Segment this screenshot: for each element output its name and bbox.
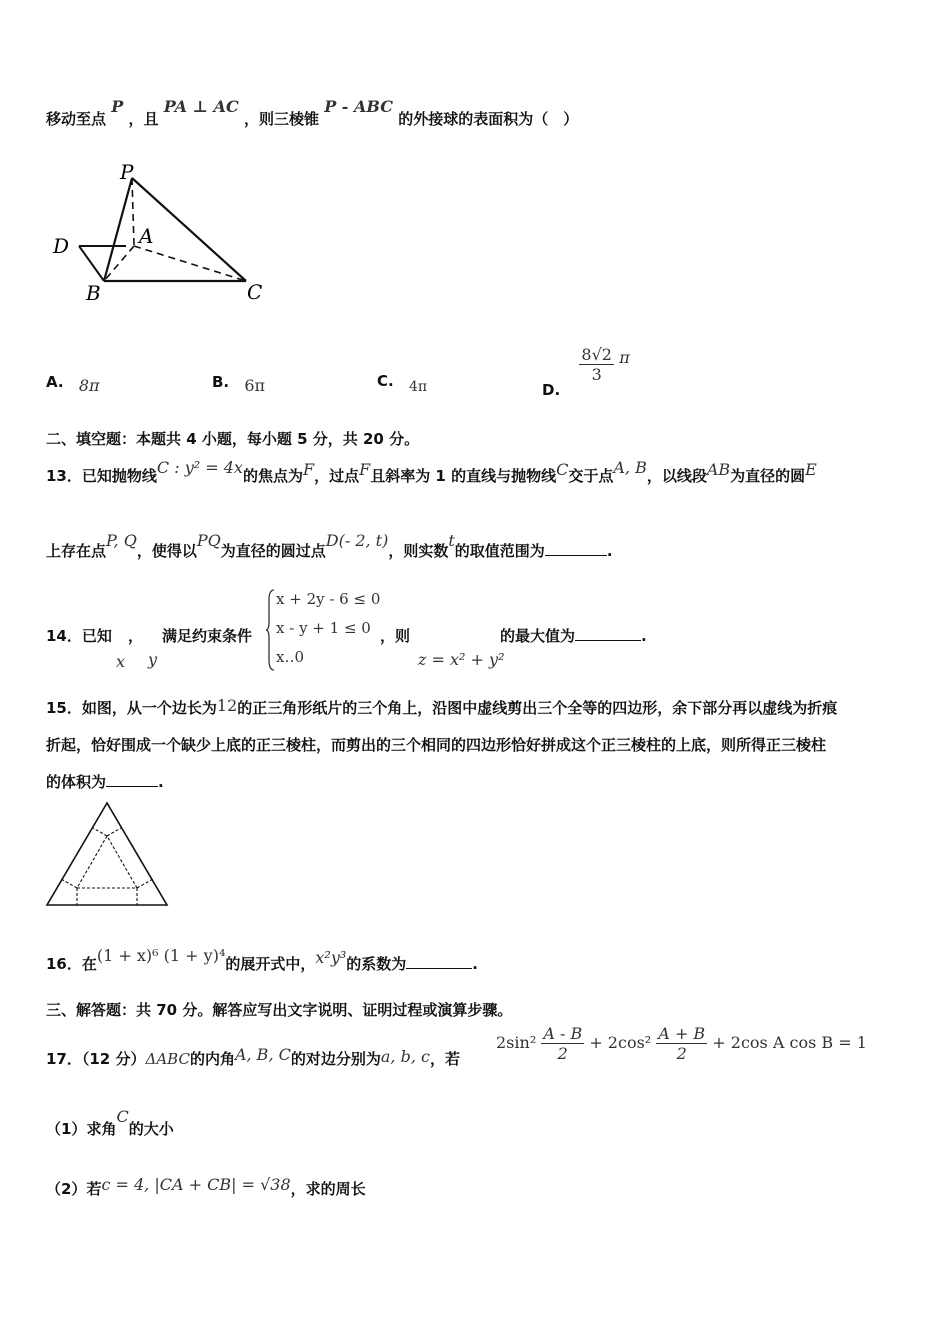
option-value: 6π xyxy=(244,376,266,395)
figure-label-p: P xyxy=(120,160,134,184)
q14-number: 14． xyxy=(46,627,82,645)
q13-answer-blank[interactable] xyxy=(545,541,607,556)
fraction-denominator: 2 xyxy=(676,1044,687,1063)
q13-math-d-point: D(- 2, t) xyxy=(325,531,389,550)
part-label: （2） xyxy=(46,1180,87,1198)
fraction-denominator: 3 xyxy=(591,365,602,384)
option-value: 8π xyxy=(78,376,100,395)
q17-number: 17． xyxy=(46,1050,82,1068)
q17-math-angles: A, B, C xyxy=(234,1045,291,1064)
q13-text: ，则实数 xyxy=(388,542,449,560)
eq-fraction-2 xyxy=(656,1024,707,1063)
q14-math-z: z = x² + y² xyxy=(418,650,505,669)
q13-math-parabola: C : y² = 4x xyxy=(156,458,243,477)
q17-part2 xyxy=(46,1175,366,1199)
q13-math-e: E xyxy=(805,460,817,479)
q13-text: 交于点 xyxy=(568,467,614,485)
q14-math-y: y xyxy=(148,650,158,669)
q17-equation xyxy=(496,1024,867,1063)
q13-text: 为直径的圆 xyxy=(730,467,806,485)
q13-math-pq-points: P, Q xyxy=(106,531,137,550)
q13-math-t: t xyxy=(448,531,455,550)
fraction-numerator: A + B xyxy=(658,1024,706,1043)
q17-math-sides: a, b, c xyxy=(380,1047,430,1066)
q12-math-pyramid: P - ABC xyxy=(324,97,393,116)
q14-text-then: ，则 xyxy=(380,627,411,645)
q13-math-ab-points: A, B xyxy=(613,458,647,477)
fraction-numerator: A - B xyxy=(543,1024,583,1043)
q14-text: 已知 xyxy=(81,627,112,645)
q16-math-term: x²y³ xyxy=(315,948,347,967)
q13-text: ，过点 xyxy=(314,467,360,485)
q15-end: . xyxy=(158,773,164,791)
q12-option-b[interactable] xyxy=(212,372,266,395)
q13-text: ，使得以 xyxy=(136,542,197,560)
q16-text: 的系数为 xyxy=(346,955,407,973)
q14-brace xyxy=(266,588,276,672)
q15-line2: 折起，恰好围成一个缺少上底的正三棱柱，而剪出的三个相同的四边形恰好拼成这个正三棱柱的上底，则所得正三棱柱 xyxy=(46,736,827,754)
q13-math-f: F xyxy=(302,460,315,479)
part-text: 的大小 xyxy=(128,1120,174,1138)
q14-math-x: x xyxy=(116,652,126,671)
q13-text: 上存在点 xyxy=(46,542,107,560)
q17-text: 的内角 xyxy=(189,1050,235,1068)
q13-text: 且斜率为 1 的直线与抛物线 xyxy=(370,467,557,485)
q14-line xyxy=(46,625,112,646)
fraction-numerator: 8√2 xyxy=(581,345,612,364)
figure-label-a: A xyxy=(139,224,154,248)
q12-option-c[interactable] xyxy=(377,372,428,395)
q17-text: ，若 xyxy=(429,1050,460,1068)
q14-answer-blank[interactable] xyxy=(575,626,641,641)
q12-text-2: ，且 xyxy=(128,110,159,128)
q17-part1 xyxy=(46,1107,174,1139)
q14-tail xyxy=(500,625,647,646)
q13-end: . xyxy=(606,542,613,560)
q12-option-d[interactable] xyxy=(542,345,630,399)
option-label: A. xyxy=(46,373,64,391)
q13-text: 为直径的圆过点 xyxy=(220,542,326,560)
q17-stem xyxy=(46,1045,460,1069)
q15-answer-blank[interactable] xyxy=(106,772,158,787)
q15-line1 xyxy=(46,697,837,718)
q17-text: 的对边分别为 xyxy=(290,1050,381,1068)
figure-label-b: B xyxy=(86,281,101,305)
q12-math-p: P xyxy=(111,97,124,116)
q14-end: . xyxy=(641,627,647,645)
q12-option-a[interactable] xyxy=(46,372,100,395)
q15-text: 15．如图，从一个边长为 xyxy=(46,699,217,717)
q14-constraint-2: x - y + 1 ≤ 0 xyxy=(276,619,371,637)
q13-line2 xyxy=(46,531,613,561)
eq-fraction-1 xyxy=(541,1024,584,1063)
eq-part: + 2cos² xyxy=(589,1033,652,1052)
part-label: （1） xyxy=(46,1120,87,1138)
q13-math-c: C xyxy=(556,460,569,479)
q16-line xyxy=(46,946,478,974)
q16-text: 的展开式中， xyxy=(225,955,316,973)
q13-text: 已知抛物线 xyxy=(81,467,157,485)
q14-text-constraint: 满足约束条件 xyxy=(162,627,253,645)
q13-text: ，以线段 xyxy=(646,467,707,485)
part-text: 若 xyxy=(86,1180,102,1198)
q14-comma: ， xyxy=(128,627,144,645)
q12-math-pa-perp-ac: PA ⊥ AC xyxy=(163,97,239,116)
q13-line1 xyxy=(46,458,817,486)
q13-text: 的焦点为 xyxy=(242,467,303,485)
q17-math-triangle: ΔABC xyxy=(145,1050,190,1068)
q15-text: 的正三角形纸片的三个角上，沿图中虚线剪出三个全等的四边形，余下部分再以虚线为折痕 xyxy=(237,699,838,717)
q16-text: 在 xyxy=(81,955,97,973)
q14-constraint-3: x‥0 xyxy=(276,648,305,666)
q12-text-1: 移动至点 xyxy=(46,110,107,128)
q12-stem xyxy=(46,97,579,129)
part-text: ，求的周长 xyxy=(290,1180,366,1198)
option-label: C. xyxy=(377,372,394,390)
figure-label-c: C xyxy=(247,280,263,304)
q15-triangle-figure xyxy=(44,798,172,910)
q15-math-12: 12 xyxy=(216,696,238,715)
part-text: 求角 xyxy=(86,1120,117,1138)
q14-constraint-1: x + 2y - 6 ≤ 0 xyxy=(276,590,381,608)
q17-score: （12 分） xyxy=(81,1050,146,1068)
q13-math-pq: PQ xyxy=(196,531,221,550)
q16-end: . xyxy=(472,955,478,973)
option-value: 4π xyxy=(408,379,428,395)
section3-heading: 三、解答题：共 70 分。解答应写出文字说明、证明过程或演算步骤。 xyxy=(46,1001,513,1019)
q15-text: 的体积为 xyxy=(46,773,107,791)
fraction-denominator: 2 xyxy=(557,1044,568,1063)
option-label: B. xyxy=(212,373,230,391)
section2-heading: 二、填空题：本题共 4 小题，每小题 5 分，共 20 分。 xyxy=(46,430,420,448)
q17-math-c: C xyxy=(116,1107,129,1126)
q12-text-3: ，则三棱锥 xyxy=(243,110,319,128)
q16-math-expression: (1 + x)⁶ (1 + y)⁴ xyxy=(96,946,226,965)
q16-number: 16． xyxy=(46,955,82,973)
figure-label-d: D xyxy=(53,234,70,258)
option-label: D. xyxy=(542,381,561,399)
q13-math-ab: AB xyxy=(706,460,731,479)
eq-part: + 2cos A cos B = 1 xyxy=(712,1033,867,1052)
q16-answer-blank[interactable] xyxy=(406,954,472,969)
q13-text: 的取值范围为 xyxy=(454,542,545,560)
q15-line3 xyxy=(46,771,164,792)
q12-pyramid-figure xyxy=(46,155,276,310)
option-d-fraction xyxy=(579,345,614,384)
q13-math-f2: F xyxy=(359,460,371,479)
option-d-pi: π xyxy=(619,348,630,367)
q12-text-4: 的外接球的表面积为（ ） xyxy=(398,110,579,128)
eq-part: 2sin² xyxy=(496,1033,537,1052)
q14-text: 的最大值为 xyxy=(500,627,576,645)
q13-number: 13． xyxy=(46,467,82,485)
q17-math-condition: c = 4, |CA + CB| = √38 xyxy=(101,1175,291,1194)
